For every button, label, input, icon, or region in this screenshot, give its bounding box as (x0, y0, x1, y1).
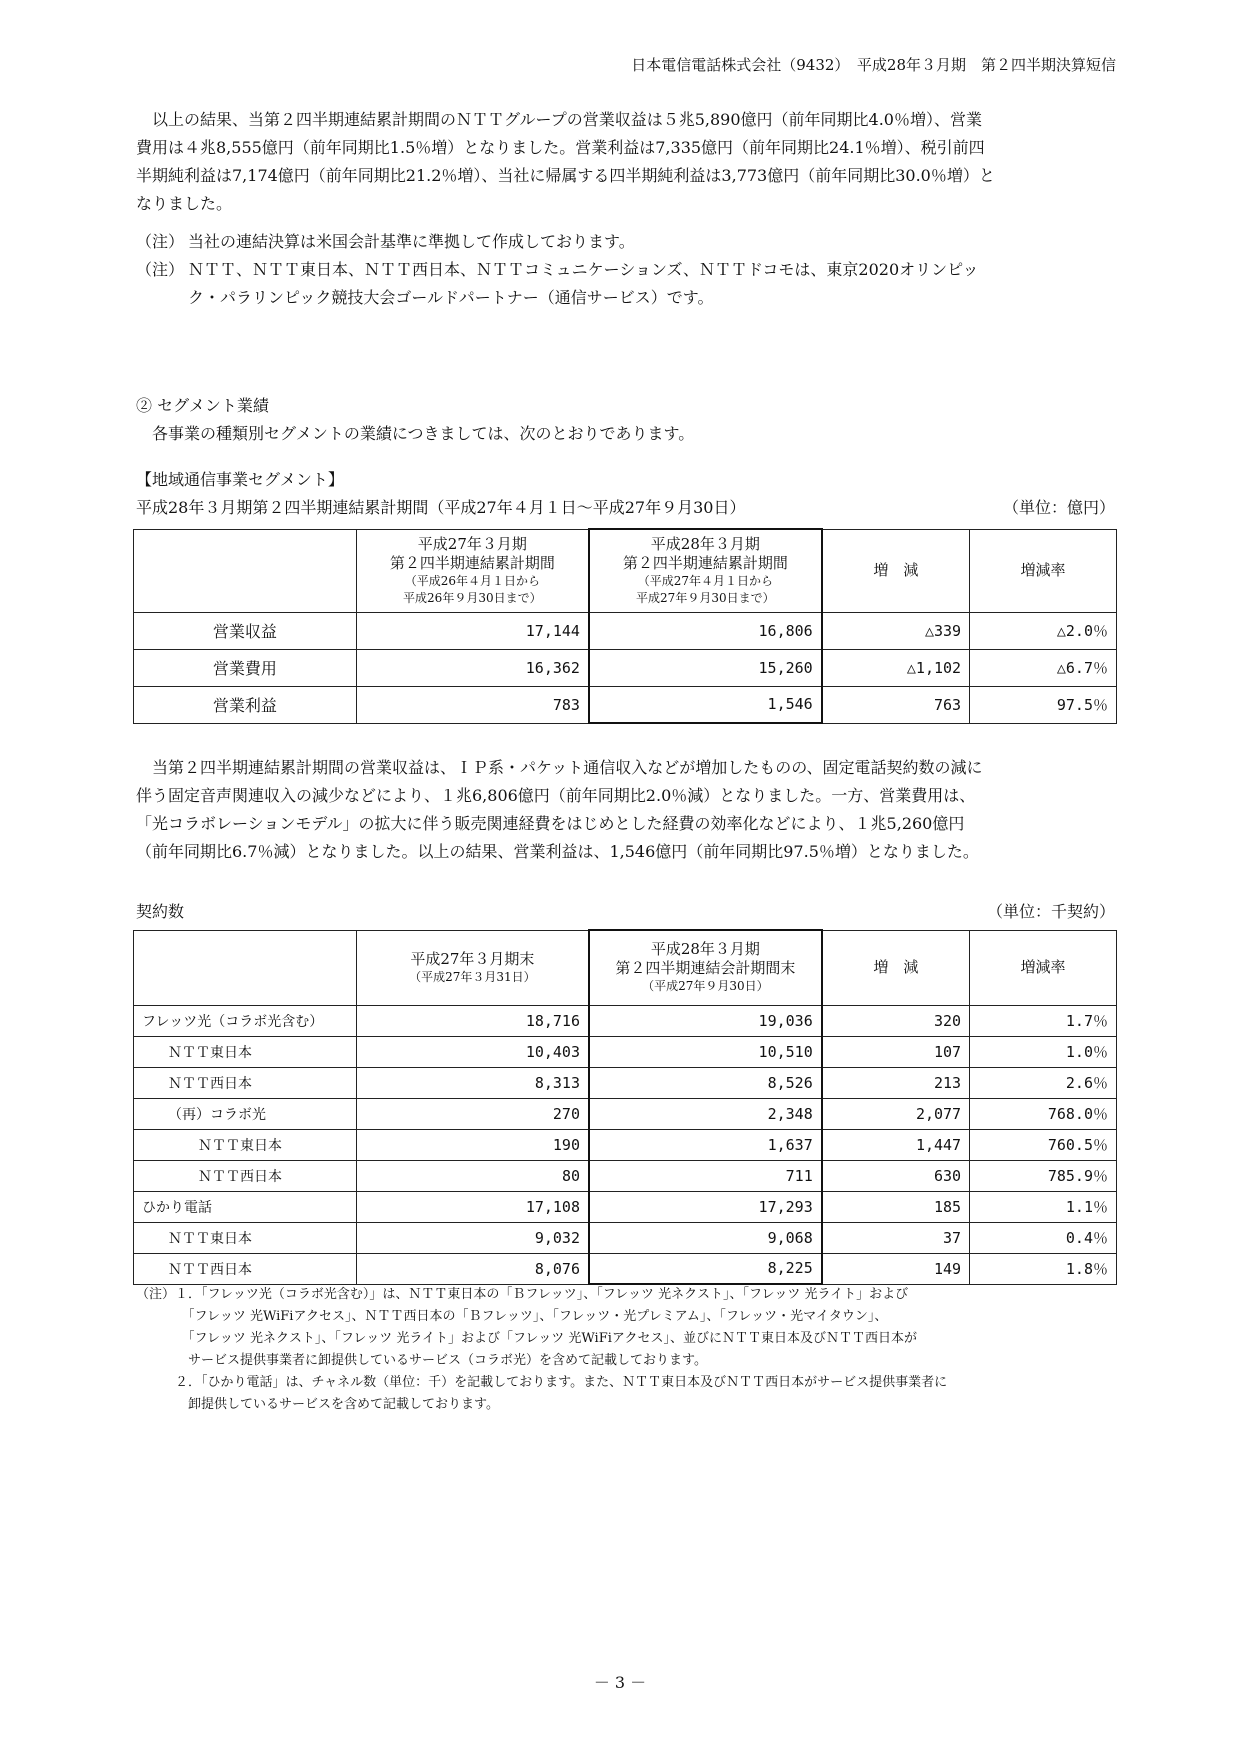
value-previous: 8,313 (356, 1067, 589, 1098)
table-row (134, 1036, 1117, 1067)
row-label: 営業収益 (134, 612, 357, 649)
value-change: △339 (822, 612, 970, 649)
table-row (134, 612, 1117, 649)
contracts-note-line: 「フレッツ 光WiFiアクセス」、ＮＴＴ西日本の「Ｂフレッツ」、「フレッツ・光プレミアム」、「フレッツ・光マイタウン」、 (136, 1309, 888, 1324)
value-current: 711 (589, 1160, 822, 1191)
value-change: 107 (822, 1036, 970, 1067)
segment-period: 平成28年３月期第２四半期連結累計期間（平成27年４月１日～平成27年９月30日） (136, 498, 746, 517)
row-label: ＮＴＴ東日本 (134, 1129, 357, 1160)
column-header (356, 529, 589, 612)
column-header (589, 930, 822, 1005)
table-row (134, 1191, 1117, 1222)
column-header-subtext: （平成27年４月１日から (637, 573, 773, 588)
column-header-text: 平成28年３月期 (650, 534, 760, 553)
contracts-note-line: （注）１．「フレッツ光（コラボ光含む）」は、ＮＴＴ東日本の「Ｂフレッツ」、「フレッツ 光ネクスト」、「フレッツ 光ライト」および (136, 1287, 909, 1302)
segment-body (136, 754, 1126, 866)
row-label: ＮＴＴ西日本 (134, 1253, 357, 1284)
row-label: ＮＴＴ東日本 (134, 1036, 357, 1067)
intro-paragraph (136, 106, 1126, 218)
table-row (134, 1222, 1117, 1253)
value-change: 1,447 (822, 1129, 970, 1160)
segment-intro: 各事業の種類別セグメントの業績につきましては、次のとおりであります。 (136, 424, 695, 443)
intro-line: 費用は４兆8,555億円（前年同期比1.5％増）となりました。営業利益は7,335億円（前年同期比24.1％増）、税引前四 (136, 138, 985, 157)
column-header-text: 第２四半期連結会計期間末 (615, 959, 796, 978)
value-previous: 9,032 (356, 1222, 589, 1253)
column-header (822, 529, 970, 612)
column-header-subtext: （平成27年９月30日） (642, 979, 769, 994)
value-change-rate: 0.4％ (970, 1222, 1117, 1253)
value-previous: 17,108 (356, 1191, 589, 1222)
value-previous: 10,403 (356, 1036, 589, 1067)
column-header-subtext: 平成26年９月30日まで） (403, 590, 542, 605)
segment-heading: ② セグメント業績 (136, 396, 269, 415)
value-change-rate: 2.6％ (970, 1067, 1117, 1098)
column-header-subtext: （平成26年４月１日から (404, 573, 540, 588)
value-current: 8,526 (589, 1067, 822, 1098)
value-current: 9,068 (589, 1222, 822, 1253)
row-label: 営業利益 (134, 686, 357, 723)
body-line: （前年同期比6.7％減）となりました。以上の結果、営業利益は、1,546億円（前年同期比97.5％増）となりました。 (136, 842, 979, 861)
table-row (134, 1067, 1117, 1098)
column-header-text: 増 減 (873, 561, 919, 579)
value-change-rate: 1.1％ (970, 1191, 1117, 1222)
value-change: 320 (822, 1005, 970, 1036)
value-change: 185 (822, 1191, 970, 1222)
table-header-row (134, 529, 1117, 612)
page-header: 日本電信電話株式会社（9432） 平成28年３月期 第２四半期決算短信 (631, 56, 1116, 74)
value-change: 2,077 (822, 1098, 970, 1129)
value-current: 1,637 (589, 1129, 822, 1160)
header-blank-cell (134, 930, 357, 1005)
value-change: 630 (822, 1160, 970, 1191)
column-header-text: 平成27年３月期末 (410, 949, 535, 968)
value-change: 149 (822, 1253, 970, 1284)
table-row (134, 1098, 1117, 1129)
header-blank-cell (134, 529, 357, 612)
column-header (356, 930, 589, 1005)
value-current: 16,806 (589, 612, 822, 649)
column-header-text: 増 減 (873, 958, 919, 976)
value-current: 15,260 (589, 649, 822, 686)
body-line: 伴う固定音声関連収入の減少などにより、１兆6,806億円（前年同期比2.0％減）となりました。一方、営業費用は、 (136, 786, 976, 805)
table-row (134, 1129, 1117, 1160)
footnote-label: （注） (136, 260, 185, 279)
value-current: 10,510 (589, 1036, 822, 1067)
value-change: 37 (822, 1222, 970, 1253)
page-number: － 3 － (593, 1673, 647, 1692)
row-label: フレッツ光（コラボ光含む） (134, 1005, 357, 1036)
column-header (970, 529, 1117, 612)
segment-results-table (133, 528, 1117, 724)
column-header (970, 930, 1117, 1005)
value-previous: 783 (356, 686, 589, 723)
row-label: （再）コラボ光 (134, 1098, 357, 1129)
contracts-unit: （単位：千契約） (986, 902, 1115, 921)
contracts-note-line: 「フレッツ 光ネクスト」、「フレッツ 光ライト」および「フレッツ 光WiFiアクセス」、並びにＮＴＴ東日本及びＮＴＴ西日本が (136, 1331, 918, 1346)
footnote (136, 256, 1126, 312)
table-row (134, 1005, 1117, 1036)
body-line: 「光コラボレーションモデル」の拡大に伴う販売関連経費をはじめとした経費の効率化などにより、１兆5,260億円 (136, 814, 965, 833)
value-previous: 80 (356, 1160, 589, 1191)
segment-title: 【地域通信事業セグメント】 (136, 470, 344, 489)
footnote-label: （注） (136, 232, 185, 251)
value-current: 17,293 (589, 1191, 822, 1222)
value-change-rate: 1.8％ (970, 1253, 1117, 1284)
body-line: 当第２四半期連結累計期間の営業収益は、ＩＰ系・パケット通信収入などが増加したものの、固定電話契約数の減に (136, 758, 983, 777)
value-change: △1,102 (822, 649, 970, 686)
column-header-text: 増減率 (1020, 561, 1066, 579)
row-label: ＮＴＴ西日本 (134, 1067, 357, 1098)
value-current: 19,036 (589, 1005, 822, 1036)
contracts-note-line: サービス提供事業者に卸提供しているサービス（コラボ光）を含めて記載しております。 (136, 1353, 707, 1368)
footnote-text: 当社の連結決算は米国会計基準に準拠して作成しております。 (188, 232, 635, 251)
table-header-row (134, 930, 1117, 1005)
column-header (589, 529, 822, 612)
value-change: 213 (822, 1067, 970, 1098)
value-change-rate: 760.5％ (970, 1129, 1117, 1160)
row-label: 営業費用 (134, 649, 357, 686)
table-row (134, 1160, 1117, 1191)
footnote-text (188, 256, 978, 312)
contracts-table (133, 929, 1117, 1285)
value-change-rate: 1.0％ (970, 1036, 1117, 1067)
row-label: ＮＴＴ西日本 (134, 1160, 357, 1191)
row-label: ひかり電話 (134, 1191, 357, 1222)
column-header-text: 平成27年３月期 (417, 534, 527, 553)
row-label: ＮＴＴ東日本 (134, 1222, 357, 1253)
intro-line: 以上の結果、当第２四半期連結累計期間のＮＴＴグループの営業収益は５兆5,890億円（前年同期比4.0％増）、営業 (136, 110, 982, 129)
column-header-text: 第２四半期連結累計期間 (622, 553, 788, 572)
intro-line: なりました。 (136, 194, 233, 213)
intro-line: 半期純利益は7,174億円（前年同期比21.2％増）、当社に帰属する四半期純利益は3,773億円（前年同期比30.0％増）と (136, 166, 995, 185)
value-change-rate: 768.0％ (970, 1098, 1117, 1129)
value-current: 1,546 (589, 686, 822, 723)
table-row (134, 686, 1117, 723)
value-previous: 16,362 (356, 649, 589, 686)
column-header-text: 増減率 (1020, 958, 1066, 976)
contracts-note-line: 卸提供しているサービスを含めて記載しております。 (136, 1397, 499, 1412)
column-header-subtext: （平成27年３月31日） (409, 969, 536, 984)
value-change-rate: 97.5％ (970, 686, 1117, 723)
table-row (134, 649, 1117, 686)
footnote-line: ク・パラリンピック競技大会ゴールドパートナー（通信サービス）です。 (188, 288, 714, 307)
value-previous: 270 (356, 1098, 589, 1129)
column-header-text: 第２四半期連結累計期間 (389, 553, 555, 572)
value-change: 763 (822, 686, 970, 723)
value-current: 8,225 (589, 1253, 822, 1284)
footnote (136, 228, 1126, 256)
value-change-rate: △6.7％ (970, 649, 1117, 686)
value-change-rate: △2.0％ (970, 612, 1117, 649)
contracts-notes (136, 1284, 1126, 1416)
contracts-note-line: ２．「ひかり電話」は、チャネル数（単位：千）を記載しております。また、ＮＴＴ東日本及びＮＴＴ西日本がサービス提供事業者に (136, 1375, 948, 1390)
value-current: 2,348 (589, 1098, 822, 1129)
column-header-subtext: 平成27年９月30日まで） (636, 590, 775, 605)
value-previous: 17,144 (356, 612, 589, 649)
value-previous: 8,076 (356, 1253, 589, 1284)
table-row (134, 1253, 1117, 1284)
value-change-rate: 1.7％ (970, 1005, 1117, 1036)
footnotes (136, 228, 1126, 312)
contracts-title: 契約数 (136, 902, 185, 921)
column-header (822, 930, 970, 1005)
value-previous: 190 (356, 1129, 589, 1160)
segment-unit: （単位：億円） (1002, 498, 1115, 517)
footnote-line: ＮＴＴ、ＮＴＴ東日本、ＮＴＴ西日本、ＮＴＴコミュニケーションズ、ＮＴＴドコモは、東京2020オリンピッ (188, 260, 979, 279)
value-change-rate: 785.9％ (970, 1160, 1117, 1191)
value-previous: 18,716 (356, 1005, 589, 1036)
column-header-text: 平成28年３月期 (650, 940, 760, 959)
